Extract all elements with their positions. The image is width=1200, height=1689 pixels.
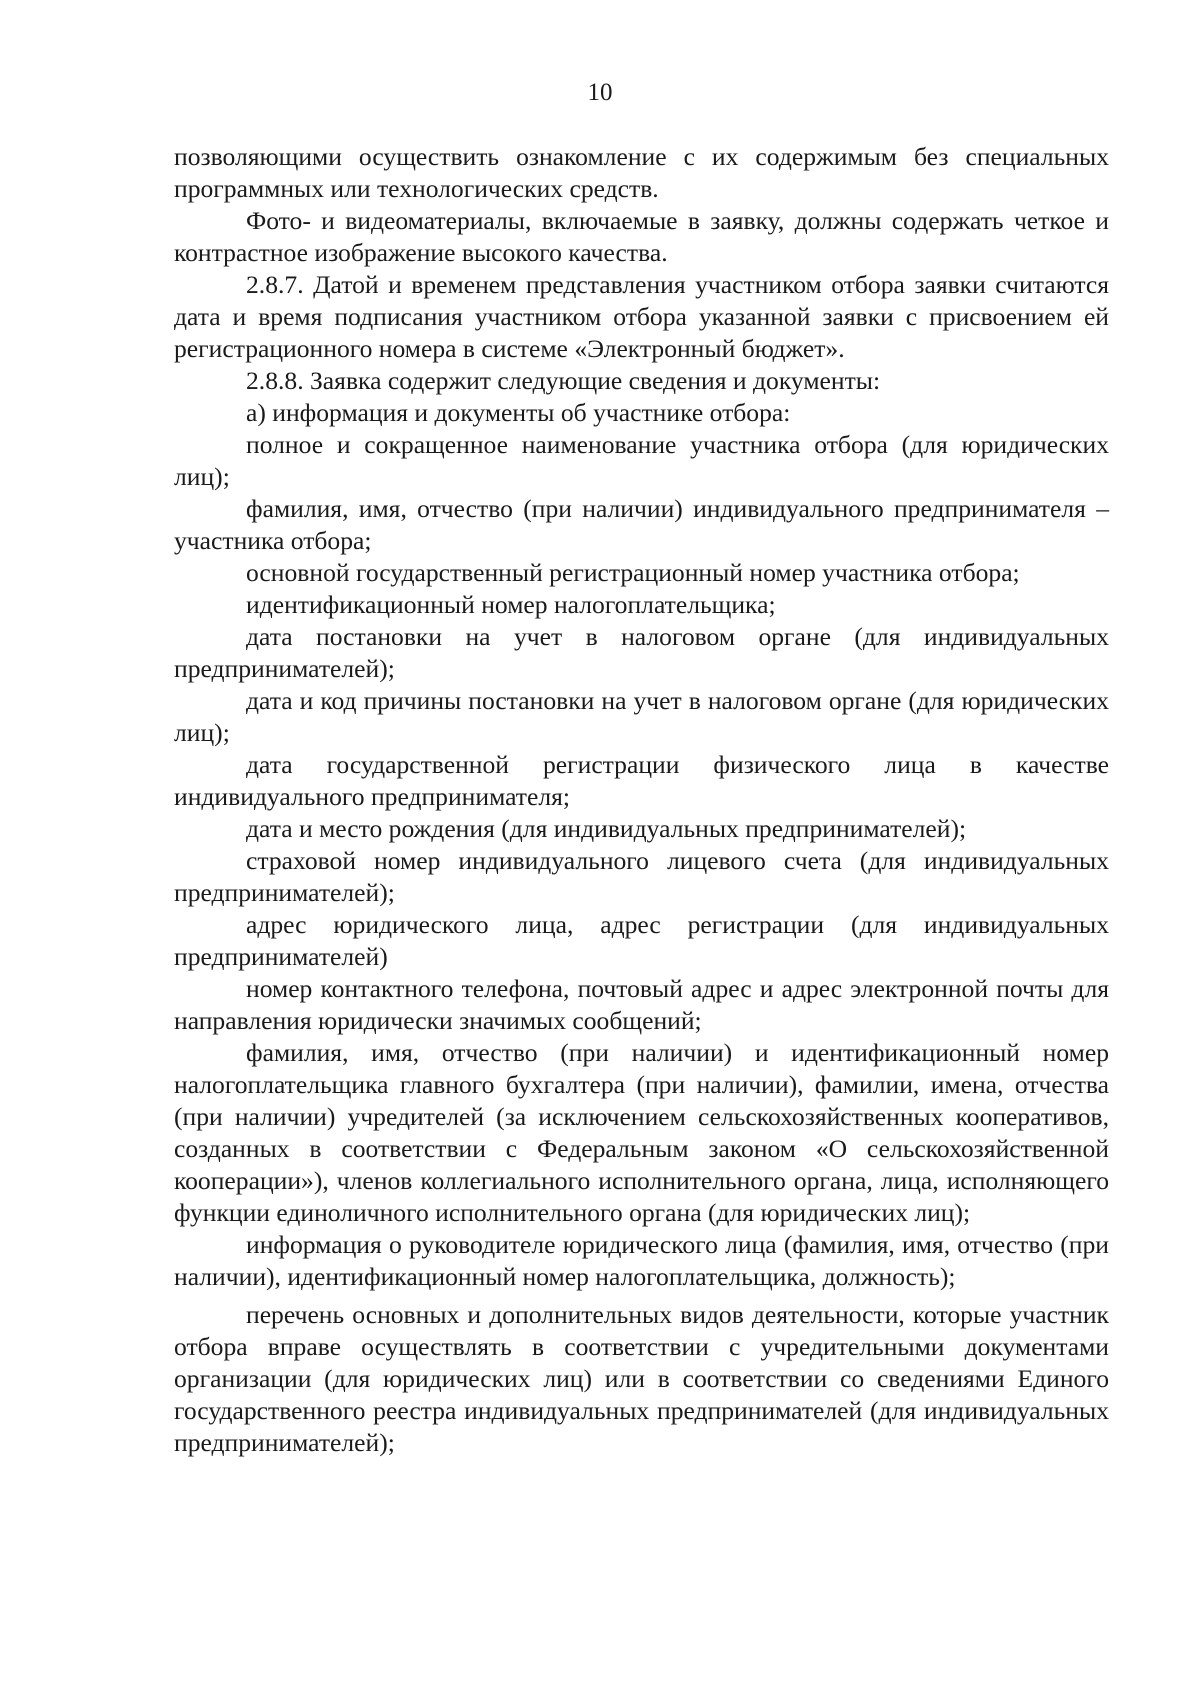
- list-item-ip-registration-date: дата государственной регистрации физического лица в качестве индивидуального предпринимателя;: [174, 750, 1109, 811]
- list-item-ogrn: основной государственный регистрационный номер участника отбора;: [246, 558, 1020, 587]
- list-item-activities: перечень основных и дополнительных видов деятельности, которые участник отбора вправе осуществлять в соответствии с учредительными документами организации (для юридических лиц) или в соответствии со сведениями Единого государственного реестра индивидуальных предпринимателей (для индивидуальных предпринимателей);: [174, 1300, 1109, 1457]
- page-number: 10: [587, 79, 613, 106]
- document-body: [174, 141, 1109, 1459]
- list-item-address: адрес юридического лица, адрес регистрации (для индивидуальных предпринимателей): [174, 910, 1109, 971]
- paragraph-photo-video: Фото- и видеоматериалы, включаемые в заявку, должны содержать четкое и контрастное изображение высокого качества.: [174, 206, 1109, 267]
- paragraph-continuation: позволяющими осуществить ознакомление с их содержимым без специальных программных или технологических средств.: [174, 142, 1109, 203]
- list-item-birth: дата и место рождения (для индивидуальных предпринимателей);: [246, 814, 967, 843]
- list-item-full-name: полное и сокращенное наименование участника отбора (для юридических лиц);: [174, 430, 1109, 491]
- list-item-tax-registration-date: дата постановки на учет в налоговом органе (для индивидуальных предпринимателей);: [174, 622, 1109, 683]
- list-item-kpp: дата и код причины постановки на учет в налоговом органе (для юридических лиц);: [174, 686, 1109, 747]
- list-item-fio: фамилия, имя, отчество (при наличии) индивидуального предпринимателя – участника отбора;: [174, 494, 1109, 555]
- list-item-accountant-founders: фамилия, имя, отчество (при наличии) и идентификационный номер налогоплательщика главного бухгалтера (при наличии), фамилии, имена, отчества (при наличии) учредителей (за исключением сельскохозяйственных кооперативов, созданных в соответствии с Федеральным законом «О сельскохозяйственной кооперации»), членов коллегиального исполнительного органа, лица, исполняющего функции единоличного исполнительного органа (для юридических лиц);: [174, 1038, 1109, 1227]
- paragraph-2-8-8: 2.8.8. Заявка содержит следующие сведения и документы:: [246, 366, 881, 395]
- list-item-inn: идентификационный номер налогоплательщика;: [246, 590, 776, 619]
- list-item-director: информация о руководителе юридического лица (фамилия, имя, отчество (при наличии), идентификационный номер налогоплательщика, должность);: [174, 1230, 1109, 1291]
- list-item-snils: страховой номер индивидуального лицевого счета (для индивидуальных предпринимателей);: [174, 846, 1109, 907]
- paragraph-item-a: а) информация и документы об участнике отбора:: [246, 398, 791, 427]
- list-item-contacts: номер контактного телефона, почтовый адрес и адрес электронной почты для направления юридически значимых сообщений;: [174, 974, 1109, 1035]
- paragraph-2-8-7: 2.8.7. Датой и временем представления участником отбора заявки считаются дата и время подписания участником отбора указанной заявки с присвоением ей регистрационного номера в системе «Электронный бюджет».: [174, 270, 1109, 363]
